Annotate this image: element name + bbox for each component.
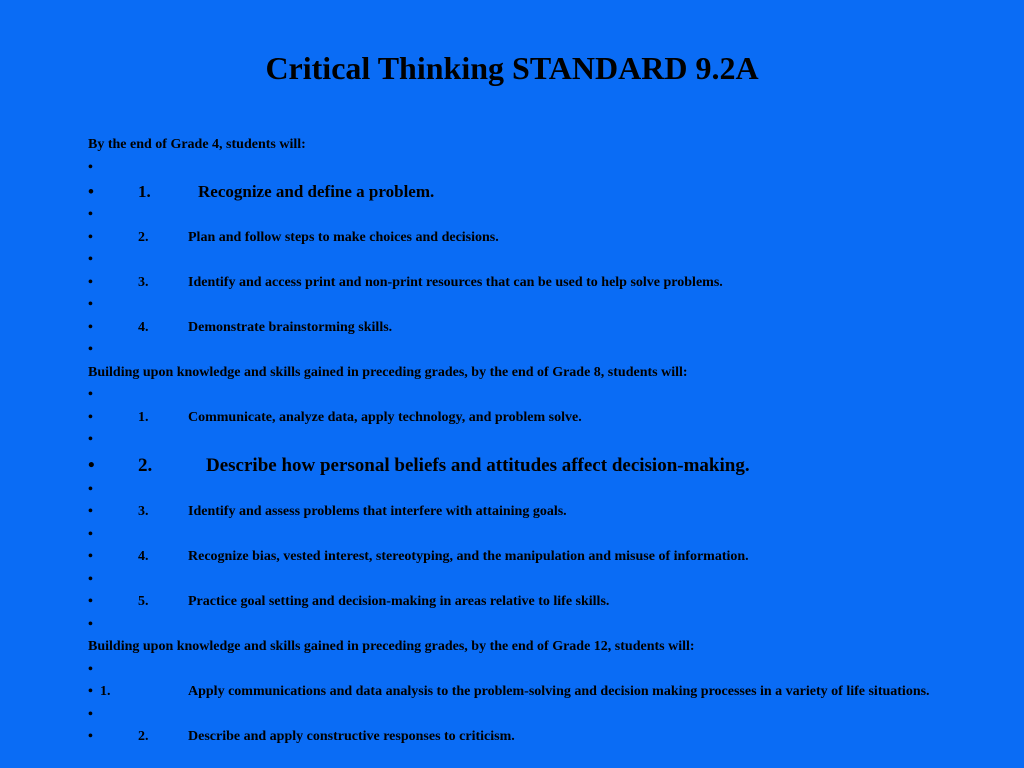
item-text: Demonstrate brainstorming skills. [188, 319, 393, 335]
empty-bullet-line [88, 659, 968, 682]
grade4-item-4 [88, 317, 968, 340]
bullet: • [88, 229, 93, 245]
item-text: Recognize and define a problem. [198, 182, 435, 201]
grade4-item-3 [88, 272, 968, 295]
grade4-item-2 [88, 227, 968, 250]
bullet: • [88, 571, 93, 587]
empty-bullet-line [88, 479, 968, 502]
bullet: • [88, 526, 93, 542]
bullet: • [88, 594, 93, 609]
bullet: • [88, 616, 93, 632]
empty-bullet-line [88, 429, 968, 452]
grade8-item-4 [88, 546, 968, 569]
grade12-item-1 [88, 681, 968, 704]
bullet: • [88, 297, 93, 312]
bullet: • [88, 504, 93, 519]
bullet: • [88, 454, 95, 476]
item-text: Recognize bias, vested interest, stereotyping, and the manipulation and misuse of information. [188, 549, 749, 564]
item-number: 2. [138, 454, 153, 476]
item-text: Describe and apply constructive responses to criticism. [188, 729, 515, 744]
empty-bullet-line [88, 339, 968, 362]
item-text: Describe how personal beliefs and attitudes affect decision-making. [206, 454, 750, 476]
empty-bullet-line [88, 524, 968, 547]
grade8-item-1 [88, 407, 968, 430]
bullet: • [88, 481, 93, 497]
empty-bullet-line [88, 204, 968, 227]
grade8-heading: Building upon knowledge and skills gained in preceding grades, by the end of Grade 8, students will: [88, 364, 688, 380]
item-number: 2. [138, 229, 149, 245]
slide-content [88, 134, 968, 749]
empty-bullet-line [88, 157, 968, 180]
item-number: 3. [138, 274, 149, 290]
bullet: • [88, 207, 93, 222]
bullet: • [88, 684, 93, 699]
item-text: Practice goal setting and decision-making in areas relative to life skills. [188, 594, 610, 609]
item-number: 3. [138, 504, 149, 519]
grade4-heading: By the end of Grade 4, students will: [88, 137, 306, 152]
empty-bullet-line [88, 614, 968, 637]
empty-bullet-line [88, 569, 968, 592]
item-text: Communicate, analyze data, apply technology, and problem solve. [188, 409, 582, 425]
item-number: 2. [138, 729, 149, 744]
empty-bullet-line [88, 249, 968, 272]
bullet: • [88, 409, 93, 425]
item-text: Identify and assess problems that interfere with attaining goals. [188, 504, 567, 519]
bullet: • [88, 549, 93, 564]
bullet: • [88, 182, 94, 201]
bullet: • [88, 387, 93, 402]
bullet: • [88, 729, 93, 744]
bullet: • [88, 319, 93, 335]
item-text: Plan and follow steps to make choices and decisions. [188, 229, 499, 245]
item-number: 1. [100, 684, 111, 699]
empty-bullet-line [88, 294, 968, 317]
bullet: • [88, 274, 93, 290]
bullet: • [88, 432, 93, 447]
item-number: 1. [138, 182, 151, 201]
item-number: 1. [138, 409, 149, 425]
bullet: • [88, 159, 93, 175]
bullet: • [88, 252, 93, 267]
empty-bullet-line [88, 384, 968, 407]
grade8-item-5 [88, 591, 968, 614]
grade8-item-2 [88, 452, 968, 479]
grade8-item-3 [88, 501, 968, 524]
bullet: • [88, 342, 93, 357]
item-text: Apply communications and data analysis to the problem-solving and decision making processes in a variety of life situations. [188, 684, 930, 699]
grade4-item-1 [88, 179, 968, 204]
empty-bullet-line [88, 704, 968, 727]
item-number: 4. [138, 549, 149, 564]
slide-title: Critical Thinking STANDARD 9.2A [265, 50, 759, 86]
bullet: • [88, 706, 93, 722]
item-number: 5. [138, 594, 149, 609]
item-number: 4. [138, 319, 149, 335]
grade12-item-2 [88, 726, 968, 749]
grade12-heading: Building upon knowledge and skills gained in preceding grades, by the end of Grade 12, students will: [88, 639, 695, 654]
bullet: • [88, 661, 93, 677]
item-text: Identify and access print and non-print resources that can be used to help solve problems. [188, 274, 723, 290]
